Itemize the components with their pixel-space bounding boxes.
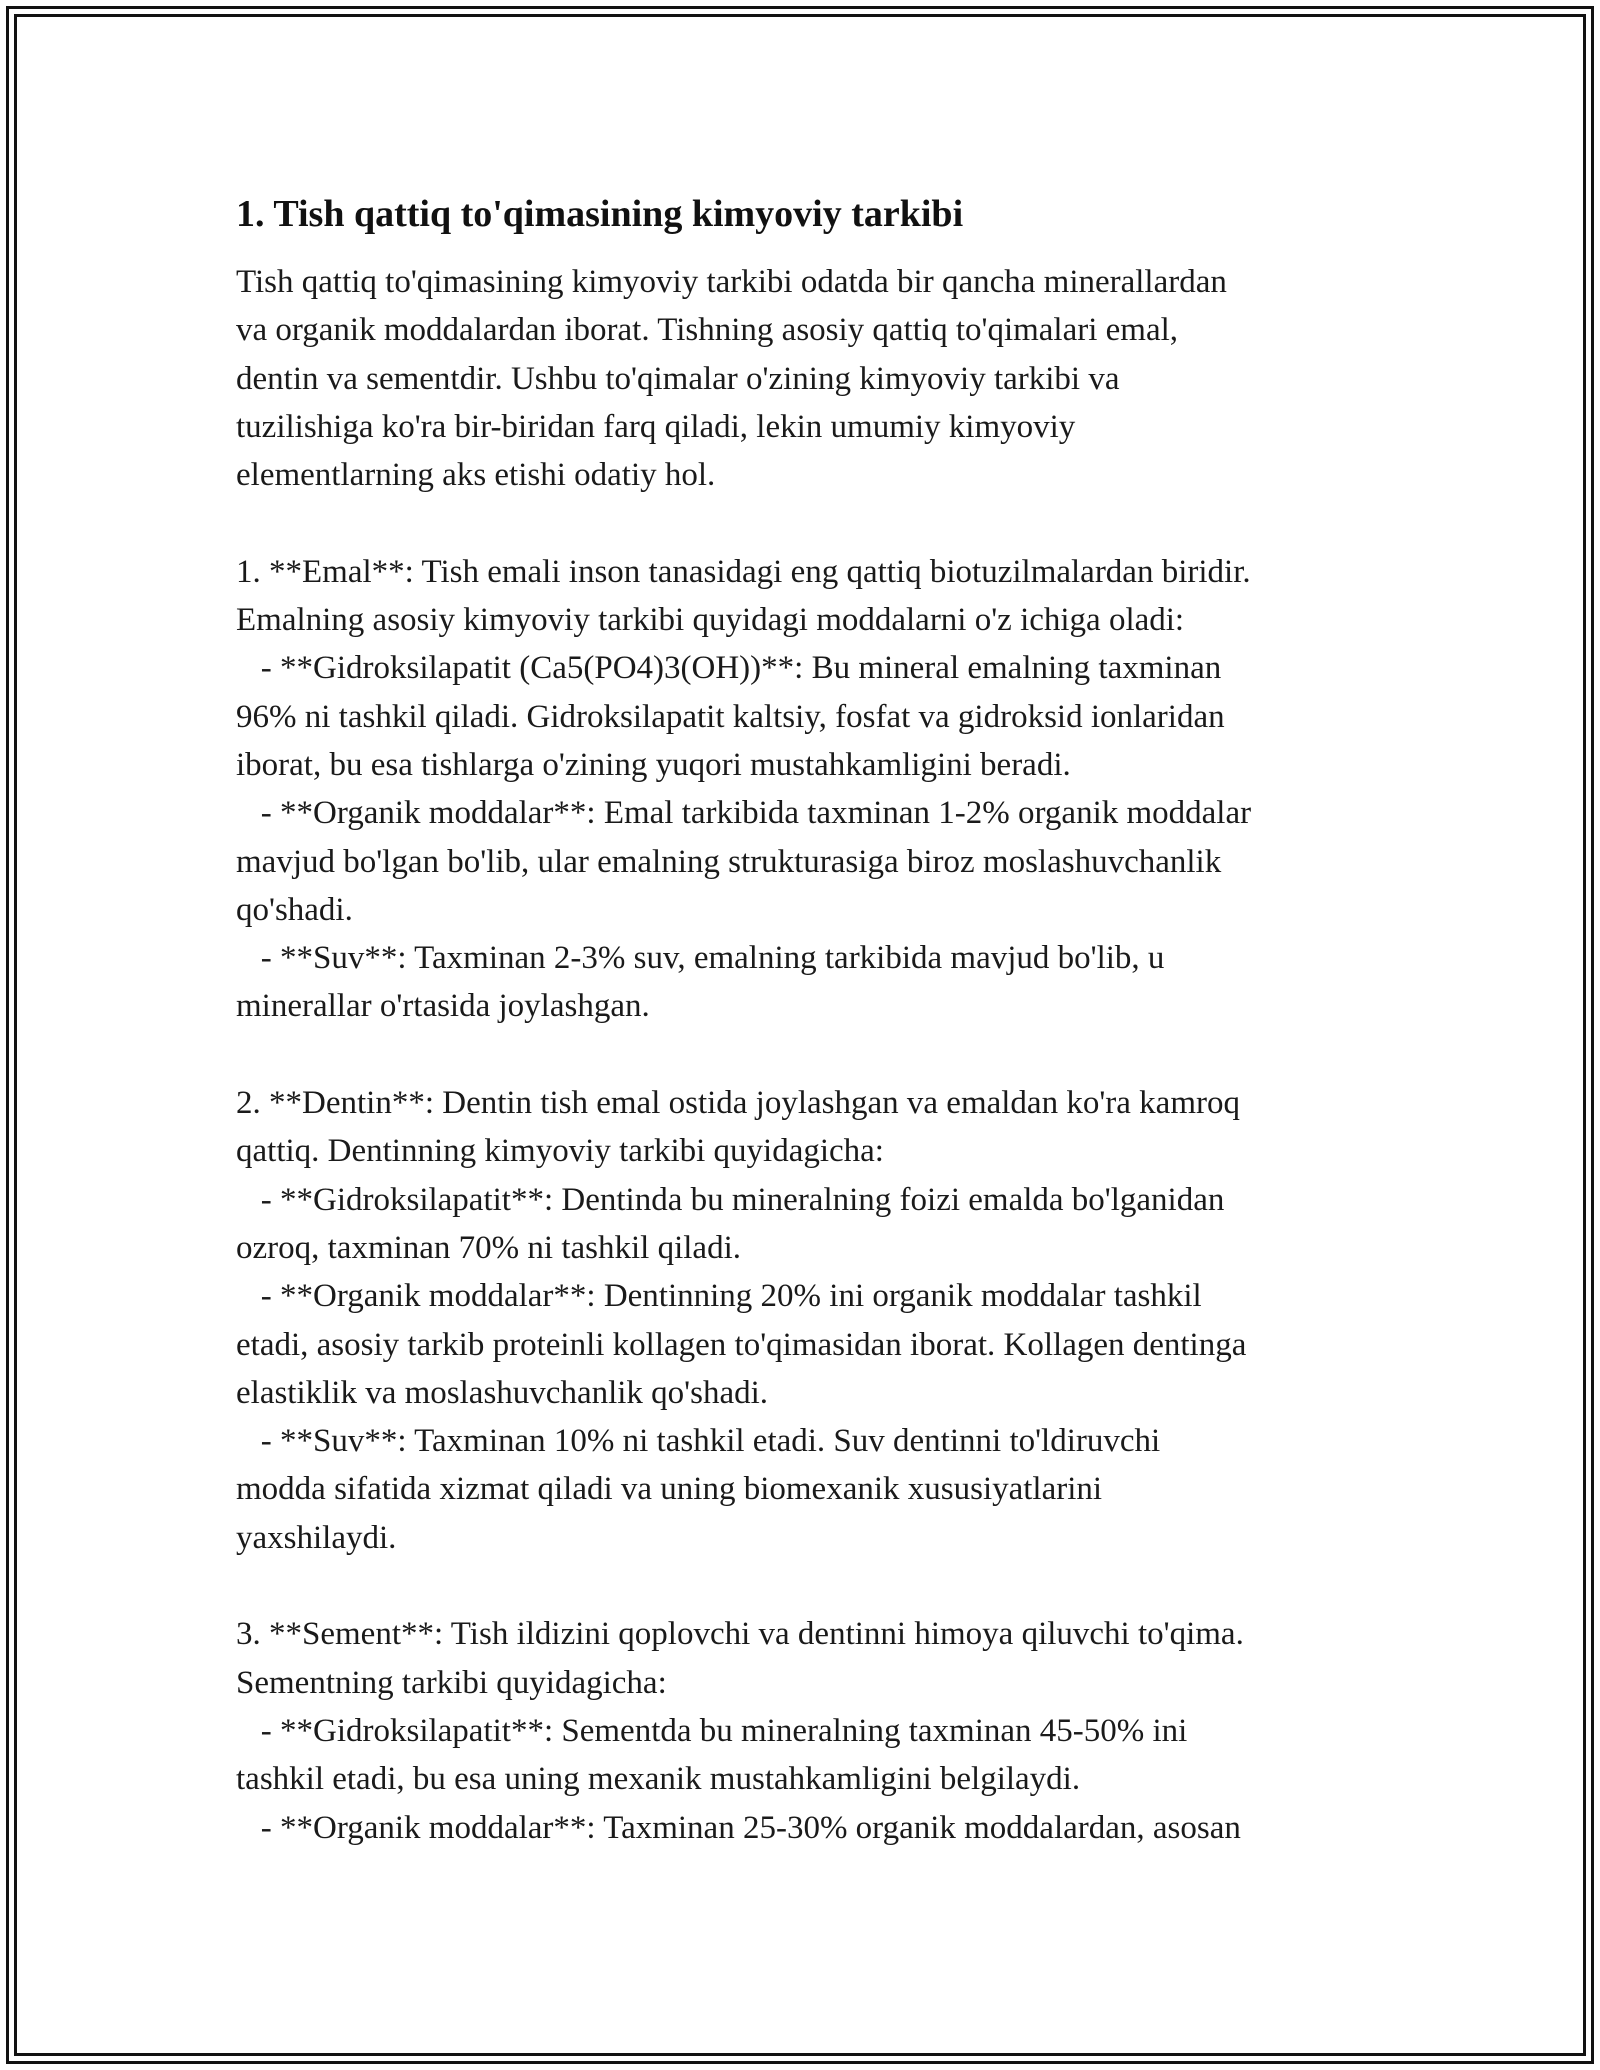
sement-lead: 3. **Sement**: Tish ildizini qoplovchi va dentinni himoya qiluvchi to'qima. Sementning tarkibi quyidagicha: bbox=[236, 1616, 1244, 1701]
emal-item-gidroksilapatit: - **Gidroksilapatit (Ca5(PO4)3(OH))**: Bu mineral emalning taxminan 96% ni tashkil qiladi. Gidroksilapatit kaltsiy, fosfat va gidroksid ionlaridan iborat, bu esa tishlarga o'zining yuqori mustahkamligini beradi. bbox=[236, 650, 1225, 783]
paragraph-spacer bbox=[236, 499, 1386, 547]
dentin-item-suv: - **Suv**: Taxminan 10% ni tashkil etadi. Suv dentinni to'ldiruvchi modda sifatida xizmat qiladi va uning biomexanik xususiyatlarini yaxshilaydi. bbox=[236, 1423, 1161, 1556]
emal-item-organik: - **Organik moddalar**: Emal tarkibida taxminan 1-2% organik moddalar mavjud bo'lgan bo'lib, ular emalning strukturasiga biroz moslashuvchanlik qo'shadi. bbox=[236, 795, 1252, 928]
paragraph-spacer bbox=[236, 1562, 1386, 1610]
document-body bbox=[236, 186, 1386, 1852]
emal-lead: 1. **Emal**: Tish emali inson tanasidagi eng qattiq biotuzilmalardan biridir. Emalning asosiy kimyoviy tarkibi quyidagi moddalarni o'z ichiga oladi: bbox=[236, 553, 1251, 639]
intro-paragraph: Tish qattiq to'qimasining kimyoviy tarkibi odatda bir qancha minerallardan va organik moddalardan iborat. Tishning asosiy qattiq to'qimalari emal, dentin va sementdir. Ushbu to'qimalar o'zining kimyoviy tarkibi va tuzilishiga ko'ra bir-biridan farq qiladi, lekin umumiy kimyoviy elementlarning aks etishi odatiy hol. bbox=[236, 264, 1227, 494]
dentin-item-gidroksilapatit: - **Gidroksilapatit**: Dentinda bu mineralning foizi emalda bo'lganidan ozroq, taxminan 70% ni tashkil qiladi. bbox=[236, 1181, 1225, 1266]
emal-section bbox=[236, 548, 1386, 1031]
paragraph-spacer bbox=[236, 1031, 1386, 1079]
sement-section bbox=[236, 1610, 1386, 1851]
section-heading: 1. Tish qattiq to'qimasining kimyoviy tarkibi bbox=[236, 193, 964, 235]
sement-item-organik: - **Organik moddalar**: Taxminan 25-30% organik moddalardan, asosan bbox=[236, 1809, 1241, 1846]
emal-item-suv: - **Suv**: Taxminan 2-3% suv, emalning tarkibida mavjud bo'lib, u minerallar o'rtasida joylashgan. bbox=[236, 940, 1165, 1025]
sement-item-gidroksilapatit: - **Gidroksilapatit**: Sementda bu mineralning taxminan 45-50% ini tashkil etadi, bu esa uning mexanik mustahkamligini belgilaydi. bbox=[236, 1712, 1188, 1798]
dentin-lead: 2. **Dentin**: Dentin tish emal ostida joylashgan va emaldan ko'ra kamroq qattiq. Dentinning kimyoviy tarkibi quyidagicha: bbox=[236, 1085, 1240, 1170]
dentin-section bbox=[236, 1079, 1386, 1562]
dentin-item-organik: - **Organik moddalar**: Dentinning 20% ini organik moddalar tashkil etadi, asosiy tarkib proteinli kollagen to'qimasidan iborat. Kollagen dentinga elastiklik va moslashuvchanlik qo'shadi. bbox=[236, 1278, 1247, 1411]
